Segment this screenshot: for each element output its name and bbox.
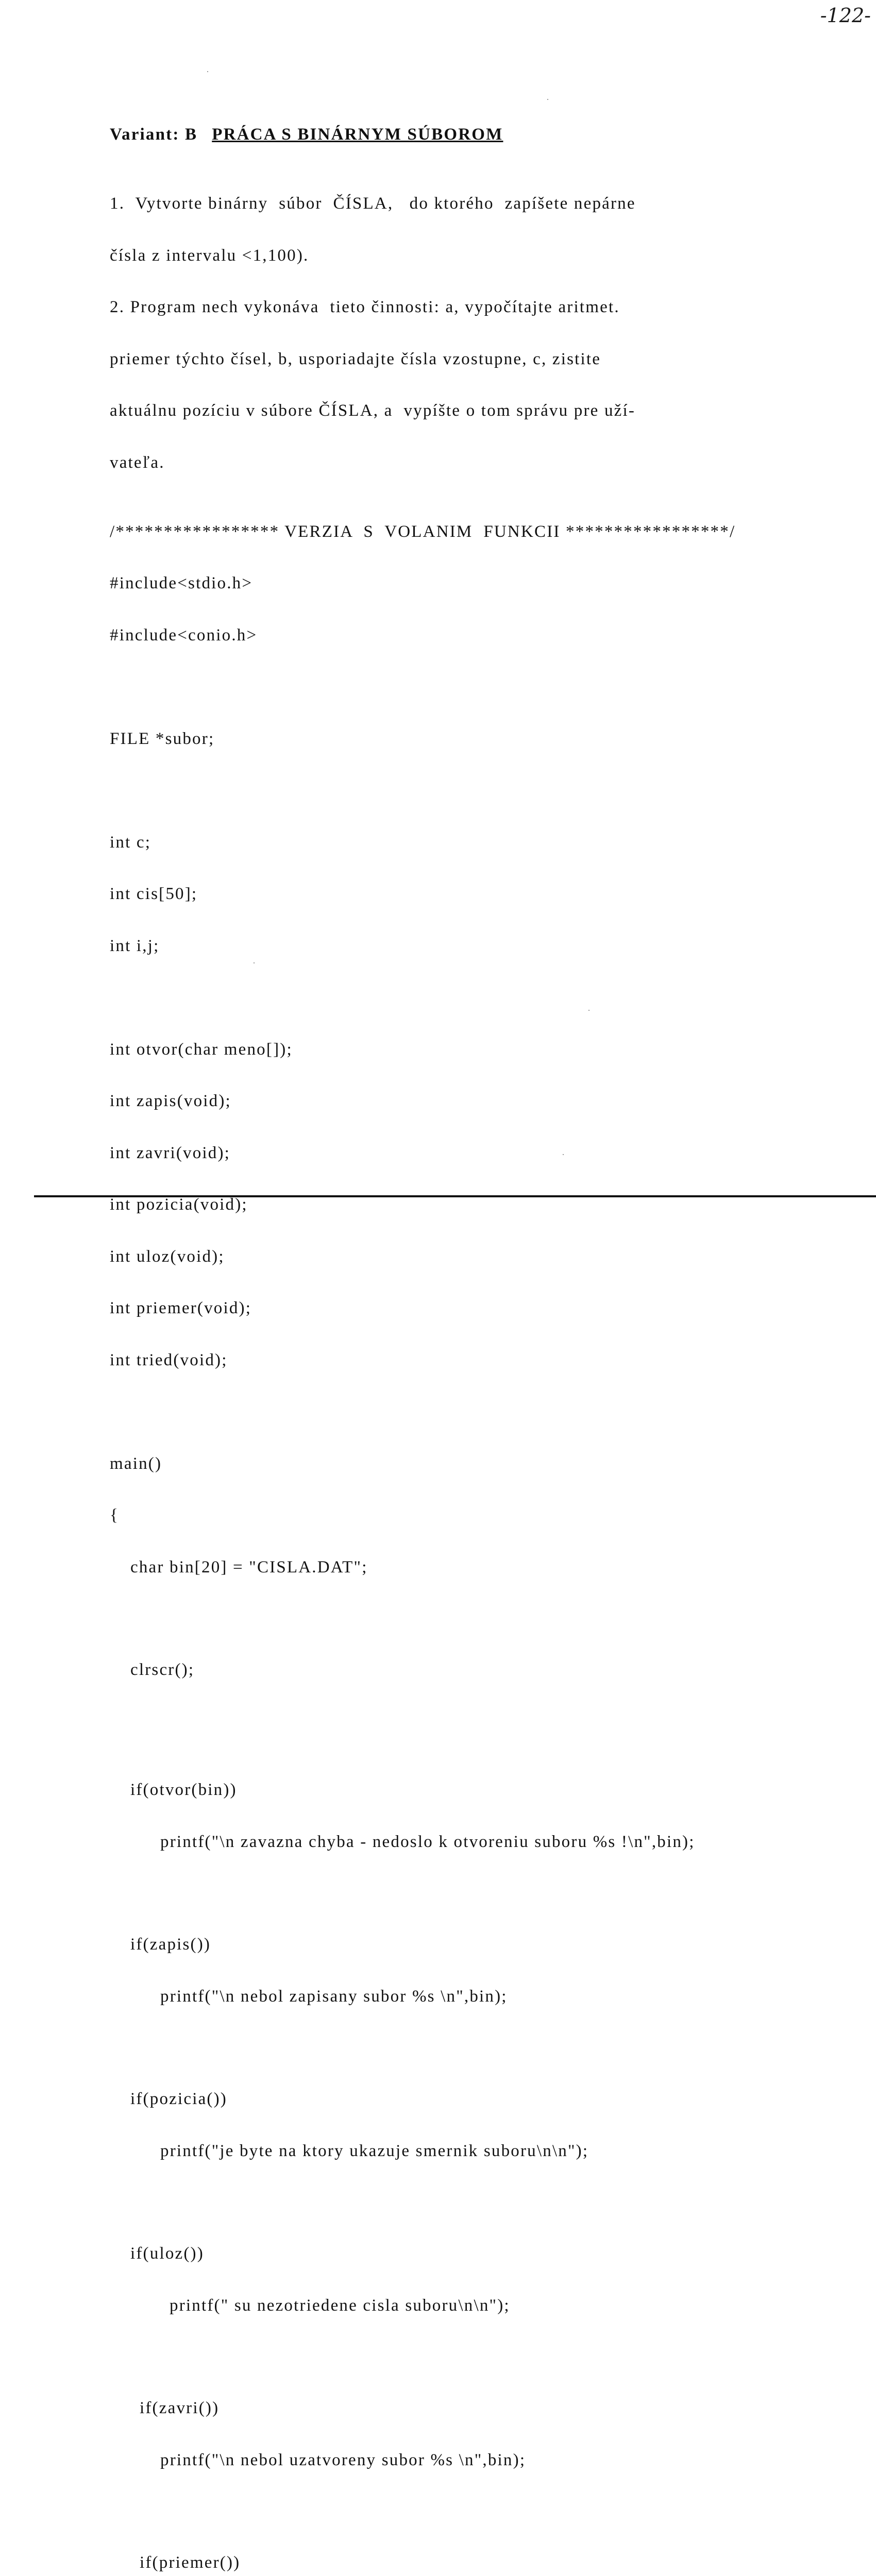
if-condition: if(zavri()) [140,2399,220,2417]
if-condition: if(uloz()) [130,2244,204,2263]
prototype-line: int otvor(char meno[]); [110,1040,293,1059]
if-condition: if(zapis()) [130,1935,211,1954]
scan-speck [254,962,255,963]
printf-statement: printf("je byte na ktory ukazuje smernik suboru\n\n"); [160,2141,589,2160]
page-content [110,92,872,2576]
assignment-line: priemer týchto čísel, b, usporiadajte čísla vzostupne, c, zistite [110,349,601,368]
prototype-line: int zavri(void); [110,1143,231,1162]
page-number: -122- [820,4,871,27]
clrscr-call: clrscr(); [130,1660,195,1679]
code-banner: /***************** VERZIA S VOLANIM FUNKCII *****************/ [110,522,736,541]
char-declaration: char bin[20] = "CISLA.DAT"; [130,1557,368,1577]
heading-line [110,126,872,144]
scan-speck [563,1154,564,1155]
if-condition: if(pozicia()) [130,2090,227,2108]
prototype-line: int priemer(void); [110,1299,252,1317]
printf-statement: printf(" su nezotriedene cisla suboru\n\n"); [170,2296,510,2315]
file-declaration: FILE *subor; [110,729,215,748]
heading-title: PRÁCA S BINÁRNYM SÚBOROM [212,125,503,144]
main-signature: main() [110,1454,162,1473]
if-condition: if(otvor(bin)) [130,1781,237,1799]
printf-statement: printf("\n nebol zapisany subor %s \n",bin); [160,1987,508,2006]
assignment-line: 1. Vytvorte binárny súbor ČÍSLA, do ktorého zapíšete nepárne [110,194,636,213]
assignment-line: 2. Program nech vykonáva tieto činnosti: a, vypočítajte aritmet. [110,298,620,316]
variant-label: Variant: B [110,125,198,144]
printf-statement: printf("\n nebol uzatvoreny subor %s \n",bin); [160,2450,526,2469]
open-brace: { [110,1506,120,1524]
bottom-rule [34,1195,876,1197]
printf-statement: printf("\n zavazna chyba - nedoslo k otvoreniu suboru %s !\n",bin); [160,1832,695,1851]
assignment-line: aktuálnu pozíciu v súbore ČÍSLA, a vypíšte o tom správu pre uží- [110,401,636,420]
var-declaration: int c; [110,833,151,852]
scan-speck [207,71,208,72]
include-line: #include<stdio.h> [110,574,253,592]
scan-speck [547,99,548,100]
prototype-line: int pozicia(void); [110,1195,248,1214]
if-condition: if(priemer()) [140,2553,241,2572]
include-line: #include<conio.h> [110,625,258,645]
prototype-line: int zapis(void); [110,1092,231,1110]
assignment-line: čísla z intervalu <1,100). [110,246,309,265]
scan-speck [588,1010,589,1011]
var-declaration: int i,j; [110,936,160,955]
prototype-line: int uloz(void); [110,1247,225,1266]
var-declaration: int cis[50]; [110,885,198,903]
assignment-line: vateľa. [110,453,165,472]
prototype-line: int tried(void); [110,1350,228,1369]
